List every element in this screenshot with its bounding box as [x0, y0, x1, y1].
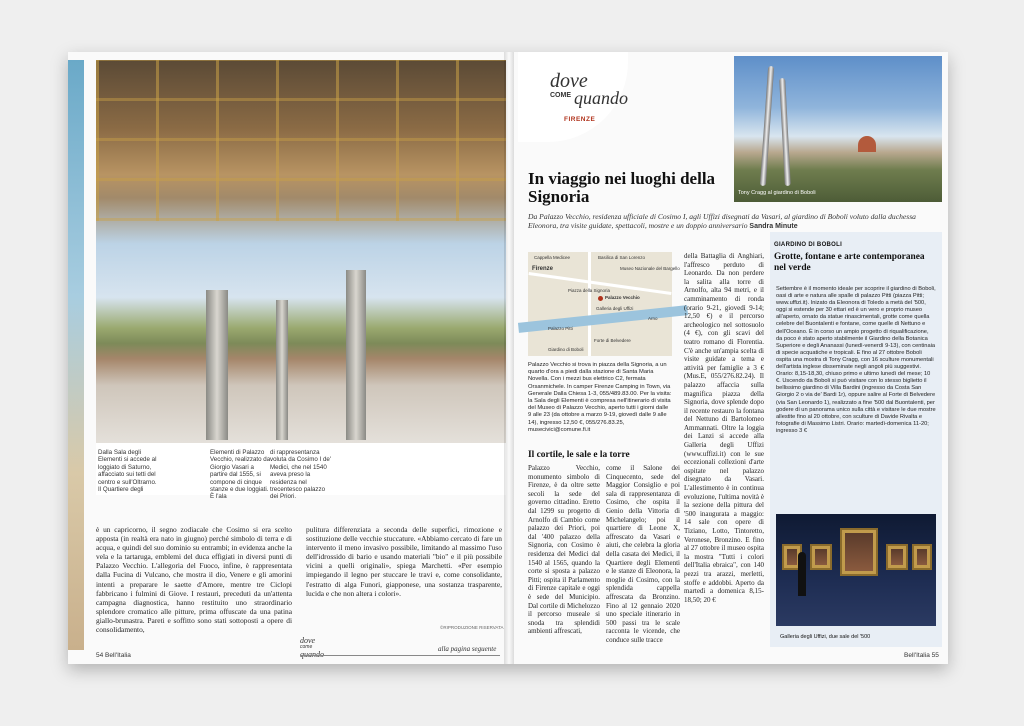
standfirst-text: Da Palazzo Vecchio, residenza ufficiale di Cosimo I, agli Uffizi disegnati da Vasari, al giardino di Boboli voluto dalla duchessa Eleonora, tra visite guidate, spettacoli, mostre e un doppio anniversario	[528, 212, 916, 231]
map-label: Basilica di San Lorenzo	[598, 255, 646, 260]
edge-photo-strip	[68, 60, 84, 650]
coffered-ceiling	[96, 60, 506, 221]
body-column-1: è un capricorno, il segno zodiacale che Cosimo si era scelto apposta (in realtà era nato in giugno) perché simbolo di terra e di acqua, e quindi del suo dominio su entrambi; in evidenza anche la vela e la tartaruga, emblemi del duca effigiati in diversi punti di Palazzo Vecchio. L'allegoria del Fuoco, infine, è rappresentata dalla Fucina di Vulcano, che mostra il dio, Venere e gli amorini intenti a preparare le saette d'Amore, mentre tre Ciclopi fabbricano i fulmini di Giove. I restauri, preceduti da un'attenta campagna diagnostica, hanno restituito uno straordinario splendore cromatico alle pitture, prima offuscate da una patina giallo-brunastra. Pareti e soffitto sono stati sottoposti a opere di consolidamento,	[96, 525, 292, 635]
painting-frame	[912, 544, 932, 570]
logo-dove: dove	[550, 70, 588, 92]
dove-come-quando-logo	[528, 62, 738, 150]
sidebar-kicker: GIARDINO DI BOBOLI	[774, 242, 843, 248]
map-label-city: Firenze	[532, 266, 554, 272]
caption-col-1: Dalla Sala degli Elementi si accede al loggiato di Saturno, affacciato sui tetti del centro e sull'Oltrarno. Il Quartiere degli	[98, 449, 157, 494]
map-label: Arno	[648, 316, 658, 321]
map-label: Forte di Belvedere	[594, 338, 631, 343]
map-label: Museo Nazionale del Bargello	[620, 266, 680, 271]
photo-caption-right: Tony Cragg al giardino di Boboli	[738, 190, 816, 196]
article-column-2: come il Salone dei Cinquecento, sede del Maggior Consiglio e poi sala di rappresentanza di Cosimo, che ospita il Genio della Vittoria di Michelangelo; poi il quartiere di Leone X, affrescato da Vasari e aiuti, che celebra la gloria della casata dei Medici, il Quartiere degli Elementi e le stanze di Eleonora, la moglie di Cosimo, con la splendida cappella affrescata da Bronzino. Fino al 12 gennaio 2020 uno speciale itinerario in 500 passi tra le scale racconta le vicende, che conduce sulle tracce	[606, 464, 680, 644]
sidebar-text: Settembre è il momento ideale per scoprire il giardino di Boboli, oasi di arte e natura alle spalle di palazzo Pitti (piazza Pitti; www.uffizi.it). Inizato da Eleonora di Toledo a metà del '500, oggi si estende per 30 ettari ed è un vero e proprio museo all'aperto, ornato da statue rinascimentali, grotte come quella celebre del Buontalenti e fontane, come quelle di Nettuno e dell'Oceano. È in corso un ampio progetto di riqualificazione, da poco è stato aperto stabilmente il Giardino della Botanica Superiore e degli Ananassi (lunedì-venerdì 9-13), con centinaia di specie acquatiche e tropicali. E fino al 27 ottobre Boboli ospita una mostra di Tony Cragg, con 16 sculture monumentali dell'artista inglese disseminate negli angoli più suggestivi. Orario: 8,15-18,30, chiuso primo e ultimo lunedì del mese; 10 €. Uscendo da Boboli si può visitare con lo stesso biglietto il bellissimo giardino di Villa Bardini (ingresso da Costa San Giorgio 2 o via de' Bardi 1r), oppure salire al Forte di Belvedere (via San Leonardo 1), realizzato a fine '500 dal Buontalenti, per godere di un panorama unico sulla città e visitare le due mostre allestite fino al 20 ottobre, con sculture di Davide Rivalta e fotografie di Massimo Listri. Orario: martedì-domenica 11-20; ingresso 3 €	[776, 286, 936, 434]
divider	[300, 655, 500, 656]
copyright-note: ©RIPRODUZIONE RISERVATA	[440, 625, 504, 630]
loggia-photo	[96, 60, 506, 443]
caption-col-2: Elementi di Palazzo Vecchio, realizzato da Giorgio Vasari a partire dal 1555, si compone di cinque stanze e due loggiati. È l'ala	[210, 449, 271, 501]
sculpture-1	[760, 66, 774, 186]
boboli-sculpture-photo	[734, 56, 942, 202]
painting-frame	[886, 544, 908, 570]
sculpture-2	[779, 78, 791, 186]
page-number-left: 54 Bell'Italia	[96, 652, 131, 659]
article-headline: In viaggio nei luoghi della Signoria	[528, 169, 716, 206]
logo-come: COME	[550, 92, 571, 99]
florence-map	[528, 252, 680, 356]
sidebar-title: Grotte, fontane e arte contemporanea nel verde	[774, 252, 925, 273]
section-city: FIRENZE	[564, 116, 596, 123]
article-standfirst	[528, 212, 933, 232]
map-label: Piazza della Signoria	[568, 288, 611, 293]
map-road	[588, 252, 591, 356]
logo-dove: dove	[300, 636, 316, 645]
continue-link[interactable]: alla pagina seguente	[438, 645, 497, 653]
uffizi-gallery-photo	[776, 514, 936, 626]
photo-caption	[96, 443, 506, 501]
uffizi-caption: Galleria degli Uffizi, due sale del '500	[780, 634, 871, 640]
article-column-1: Palazzo Vecchio, monumento simbolo di Firenze, è da oltre sette secoli la sede del governo cittadino. Eretto dal 1299 su progetto di Arnolfo di Cambio come palazzo dei Priori, poi dal '400 palazzo della Signoria, con Cosimo è residenza dei Medici dal 1540 al 1565, quando la corte si sposta a palazzo Pitti; ospita il Parlamento di Firenze capitale e oggi è sede del Municipio. Dal cortile di Michelozzo il percorso museale si snoda tra splendidi ambienti affrescati,	[528, 464, 600, 636]
visitor-silhouette	[798, 552, 806, 596]
article-column-3: della Battaglia di Anghiari, l'affresco perduto di Leonardo. Da non perdere la salita alla torre di Arnolfo, alta 94 metri, e il camminamento di ronda (orario 9-21, giovedì 9-14; 12,50 €) e il percorso archeologico nel sottosuolo (4 €), con gli scavi del teatro romano di Florentia. C'è anche un'ampia scelta di visite guidate a tema e attività per famiglie a 3 € (Mus.E, 055/276.82.24). Il palazzo affaccia sulla magnifica piazza della Signoria, dove splende dopo il recente restauro la fontana del Nettuno di Bartolomeo Ammannati. Oltre la loggia dei Lanzi si accede alla Galleria degli Uffizi (www.uffizi.it) con le sue eccezionali collezioni d'arte ospitate nel palazzo disegnato da Vasari. L'allestimento è in continua evoluzione, l'ultima novità è la sezione della pittura del '500 inaugurata a maggio: 14 sale con opere di Tiziano, Lotto, Tintoretto, Veronese, Bronzino. E fino al 27 ottobre il museo ospita la mostra "Tutti i colori dell'Italia ebraica", con 140 pezzi tra arazzi, merletti, stoffe e addobbi. Aperto da martedì a domenica 8,15-18,50; 20 €	[684, 252, 764, 604]
column-far	[276, 300, 288, 440]
map-label: Palazzo Pitti	[548, 326, 573, 331]
caption-col-3: di rappresentanza voluta da Cosimo I de' Medici, che nel 1540 aveva preso la residenza nel trecentesco palazzo dei Priori.	[270, 449, 332, 501]
magazine-spread	[68, 52, 948, 664]
map-label: Galleria degli Uffizi	[596, 306, 634, 311]
column-right	[346, 270, 366, 440]
page-number-right: Bell'Italia 55	[904, 652, 939, 659]
map-label: Palazzo Vecchio	[605, 295, 640, 300]
logo-quando: quando	[574, 88, 628, 108]
section-subhead: Il cortile, le sale e la torre	[528, 450, 630, 460]
map-label: Cappella Medicee	[534, 255, 571, 260]
byline: Sandra Minute	[749, 223, 798, 231]
logo-come: come	[300, 644, 313, 650]
practical-info: Palazzo Vecchio si trova in piazza della Signoria, a un quarto d'ora a piedi dalla stazione di Santa Maria Novella. Con i mezzi bus elettrico C2, fermata Orsanmichele. In camper Firenze Camping in Town, via Generale Dalla Chiesa 1-3, 055/489.83.00. Per la visita: la Sala degli Elementi è compresa nell'itinerario di visita del Museo di Palazzo Vecchio, aperto tutti i giorni dalle 9 alle 23 (da ottobre a marzo 9-19, giovedì dalle 9 alle 14), ingresso 12,50 €, 055/276.83.25, musecivici@comune.fi.it	[528, 362, 672, 433]
painting-frame	[810, 544, 832, 570]
painting-frame	[840, 528, 878, 576]
body-column-2: pulitura differenziata a seconda delle superfici, rimozione e sostituzione delle vecchie stuccature. «Abbiamo cercato di fare un intervento il meno invasivo possibile, limitando al massimo l'uso dell'idrossido di bario e usando materiali "bio" e il più possibile vicini a quelli originali», spiega Marchetti. «Per esempio impiegando il legno per stuccare le travi e, come consolidante, l'estratto di alga Funori, giapponese, una sostanza trasparente, lucida e che non altera i colori».	[306, 525, 502, 598]
map-pin	[598, 296, 603, 301]
left-page	[68, 52, 508, 664]
map-label: Giardino di Boboli	[548, 347, 584, 352]
duomo-dome	[858, 136, 876, 152]
column-left	[206, 290, 228, 440]
right-page	[508, 52, 948, 664]
